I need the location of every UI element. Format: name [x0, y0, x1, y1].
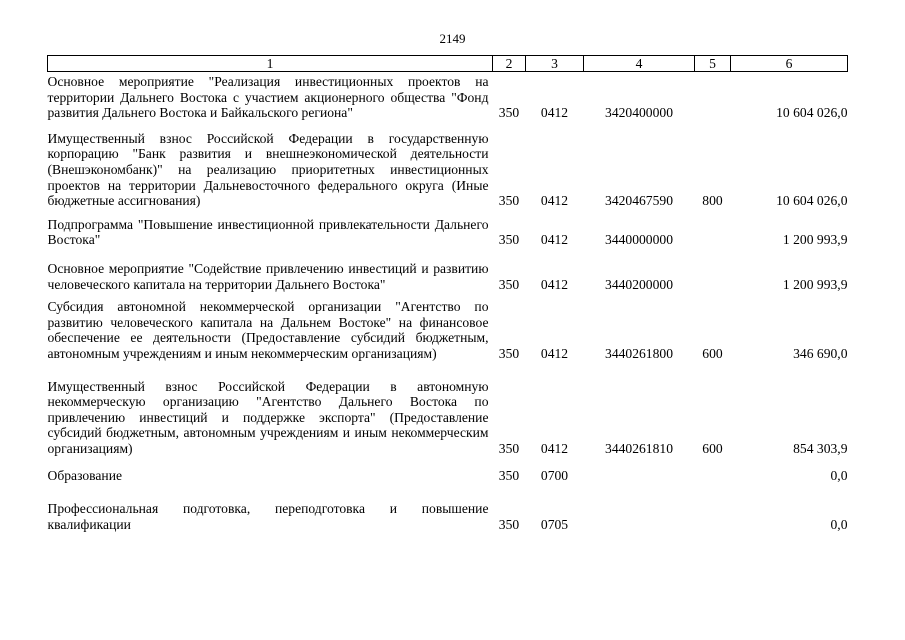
table-row: [48, 72, 848, 121]
row-name: Субсидия автономной некоммерческой организации "Агентство по развитию человеческого капитала на Дальнем Востоке" на финансовое обеспечение ее деятельности (Предоставление субсидий бюджетным, автономным учреждениям и иным некоммерческим организациям): [47, 299, 489, 361]
row-name: Профессиональная подготовка, переподготовка и повышение квалификации: [47, 501, 489, 532]
row-name: Основное мероприятие "Содействие привлечению инвестиций и развитию человеческого капитала на территории Дальнего Востока": [47, 260, 489, 292]
row-rz: 0412: [540, 440, 569, 456]
row-vr: [695, 248, 731, 292]
header-row: [48, 56, 848, 72]
row-amount: 1 200 993,9: [782, 232, 848, 248]
table-row: [48, 248, 848, 292]
row-amount: 854 303,9: [793, 440, 848, 456]
row-name: Образование: [47, 468, 123, 484]
header-col-6: 6: [731, 56, 848, 72]
row-amount: 10 604 026,0: [776, 193, 848, 209]
row-gr: 350: [498, 516, 520, 532]
row-gr: 350: [498, 105, 520, 121]
row-csr: 3440261810: [605, 440, 673, 456]
header-col-5: 5: [695, 56, 731, 72]
table-row: [48, 121, 848, 209]
row-vr: [695, 456, 731, 484]
header-col-3: 3: [526, 56, 584, 72]
table-row: [48, 484, 848, 532]
header-col-1: 1: [48, 56, 493, 72]
row-gr: 350: [498, 440, 520, 456]
row-rz: 0700: [540, 468, 569, 484]
table-row: [48, 456, 848, 484]
row-rz: 0705: [540, 516, 569, 532]
row-vr: 600: [702, 345, 723, 361]
row-name: Основное мероприятие "Реализация инвестиционных проектов на территории Дальнего Востока с участием акционерного общества "Фонд развития Дальнего Востока и Байкальского региона": [47, 74, 489, 121]
table-header: [48, 56, 848, 72]
row-rz: 0412: [540, 193, 569, 209]
row-vr: [695, 484, 731, 532]
row-csr: 3440000000: [605, 232, 673, 248]
row-rz: 0412: [540, 105, 569, 121]
row-csr: 3420400000: [605, 105, 673, 121]
row-gr: 350: [498, 276, 520, 292]
table-row: [48, 362, 848, 457]
row-vr: [695, 72, 731, 121]
row-rz: 0412: [540, 232, 569, 248]
row-amount: 0,0: [830, 516, 848, 532]
row-csr: 3440200000: [605, 276, 673, 292]
row-name: Имущественный взнос Российской Федерации в государственную корпорацию "Банк развития и внешнеэкономической деятельности (Внешэкономбанк)" на реализацию приоритетных инвестиционных проектов на территории Дальневосточного федерального округа (Иные бюджетные ассигнования): [47, 130, 489, 209]
row-rz: 0412: [540, 276, 569, 292]
row-csr: 3420467590: [605, 193, 673, 209]
row-amount: 1 200 993,9: [782, 276, 848, 292]
row-gr: 350: [498, 232, 520, 248]
table-body: [48, 72, 848, 533]
row-vr: 600: [702, 440, 723, 456]
row-gr: 350: [498, 193, 520, 209]
row-amount: 346 690,0: [793, 345, 848, 361]
row-csr: [584, 456, 695, 484]
budget-table: [47, 55, 848, 532]
row-rz: 0412: [540, 345, 569, 361]
row-gr: 350: [498, 468, 520, 484]
row-vr: [695, 209, 731, 248]
row-name: Имущественный взнос Российской Федерации в автономную некоммерческую организацию "Агентство Дальнего Востока по привлечению инвестиций и поддержке экспорта" (Предоставление субсидий бюджетным, автономным учреждениям и иным некоммерческим организациям): [47, 378, 489, 456]
row-amount: 10 604 026,0: [776, 105, 848, 121]
row-gr: 350: [498, 345, 520, 361]
header-col-2: 2: [493, 56, 526, 72]
row-name: Подпрограмма "Повышение инвестиционной привлекательности Дальнего Востока": [47, 216, 489, 248]
header-col-4: 4: [584, 56, 695, 72]
row-csr: 3440261800: [605, 345, 673, 361]
row-csr: [584, 484, 695, 532]
row-amount: 0,0: [830, 468, 848, 484]
table-row: [48, 209, 848, 248]
row-vr: 800: [702, 193, 723, 209]
page-number: 2149: [439, 31, 466, 46]
table-row: [48, 292, 848, 361]
